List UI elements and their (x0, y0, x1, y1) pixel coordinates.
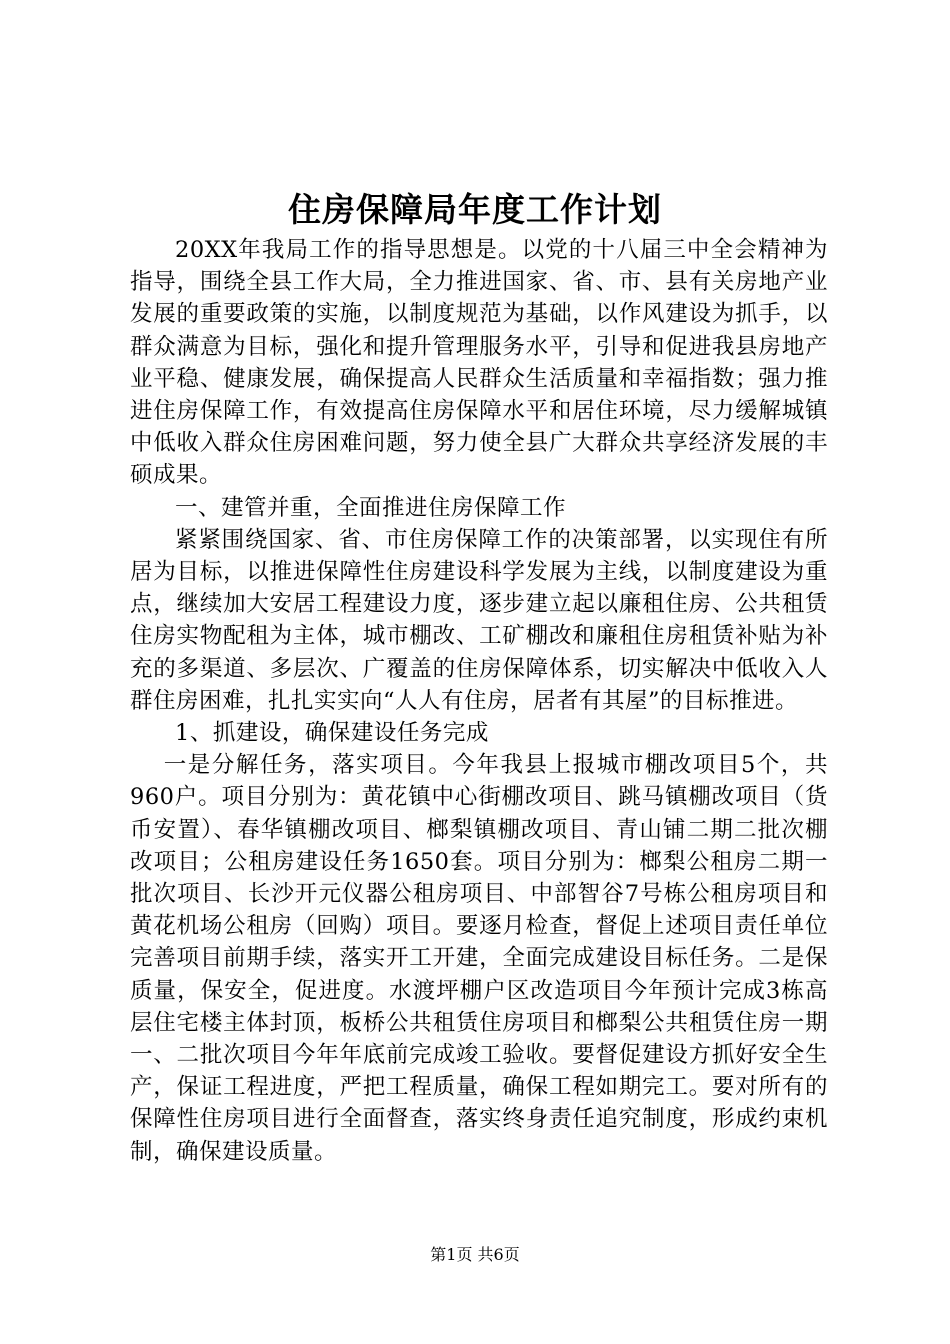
paragraph-section-1: 紧紧围绕国家、省、市住房保障工作的决策部署，以实现住有所居为目标，以推进保障性住房建设科学发展为主线，以制度建设为重点，继续加大安居工程建设力度，逐步建立起以廉租住房、公共租赁住房实物配租为主体，城市棚改、工矿棚改和廉租住房租赁补贴为补充的多渠道、多层次、广覆盖的住房保障体系，切实解决中低收入人群住房困难，扎扎实实向“人人有住房，居者有其屋”的目标推进。 (130, 526, 828, 714)
paragraph-guiding-thought: 20XX年我局工作的指导思想是。以党的十八届三中全会精神为指导，围绕全县工作大局，全力推进国家、省、市、县有关房地产业发展的重要政策的实施，以制度规范为基础，以作风建设为抓手，以群众满意为目标，强化和提升管理服务水平，引导和促进我县房地产业平稳、健康发展，确保提高人民群众生活质量和幸福指数；强力推进住房保障工作，有效提高住房保障水平和居住环境，尽力缓解城镇中低收入群众住房困难问题，努力使全县广大群众共享经济发展的丰硕成果。 (130, 237, 828, 489)
document-body (130, 234, 828, 1168)
paragraph-subsection-1: 一是分解任务，落实项目。今年我县上报城市棚改项目5个，共960户。项目分别为：黄花镇中心街棚改项目、跳马镇棚改项目（货币安置）、春华镇棚改项目、榔梨镇棚改项目、青山铺二期二批次棚改项目；公租房建设任务1650套。项目分别为：榔梨公租房二期一批次项目、长沙开元仪器公租房项目、中部智谷7号栋公租房项目和黄花机场公租房（回购）项目。要逐月检查，督促上述项目责任单位完善项目前期手续，落实开工开建，全面完成建设目标任务。二是保质量，保安全，促进度。水渡坪棚户区改造项目今年预计完成3栋高层住宅楼主体封顶，板桥公共租赁住房项目和榔梨公共租赁住房一期一、二批次项目今年年底前完成竣工验收。要督促建设方抓好安全生产，保证工程进度，严把工程质量，确保工程如期完工。要对所有的保障性住房项目进行全面督查，落实终身责任追究制度，形成约束机制，确保建设质量。 (130, 752, 828, 1165)
section-heading-1: 一、建管并重，全面推进住房保障工作 (175, 494, 567, 521)
subsection-heading-1: 1、抓建设，确保建设任务完成 (175, 720, 489, 747)
page-footer: 第1页 共6页 (430, 1245, 520, 1264)
document-title: 住房保障局年度工作计划 (288, 190, 662, 229)
